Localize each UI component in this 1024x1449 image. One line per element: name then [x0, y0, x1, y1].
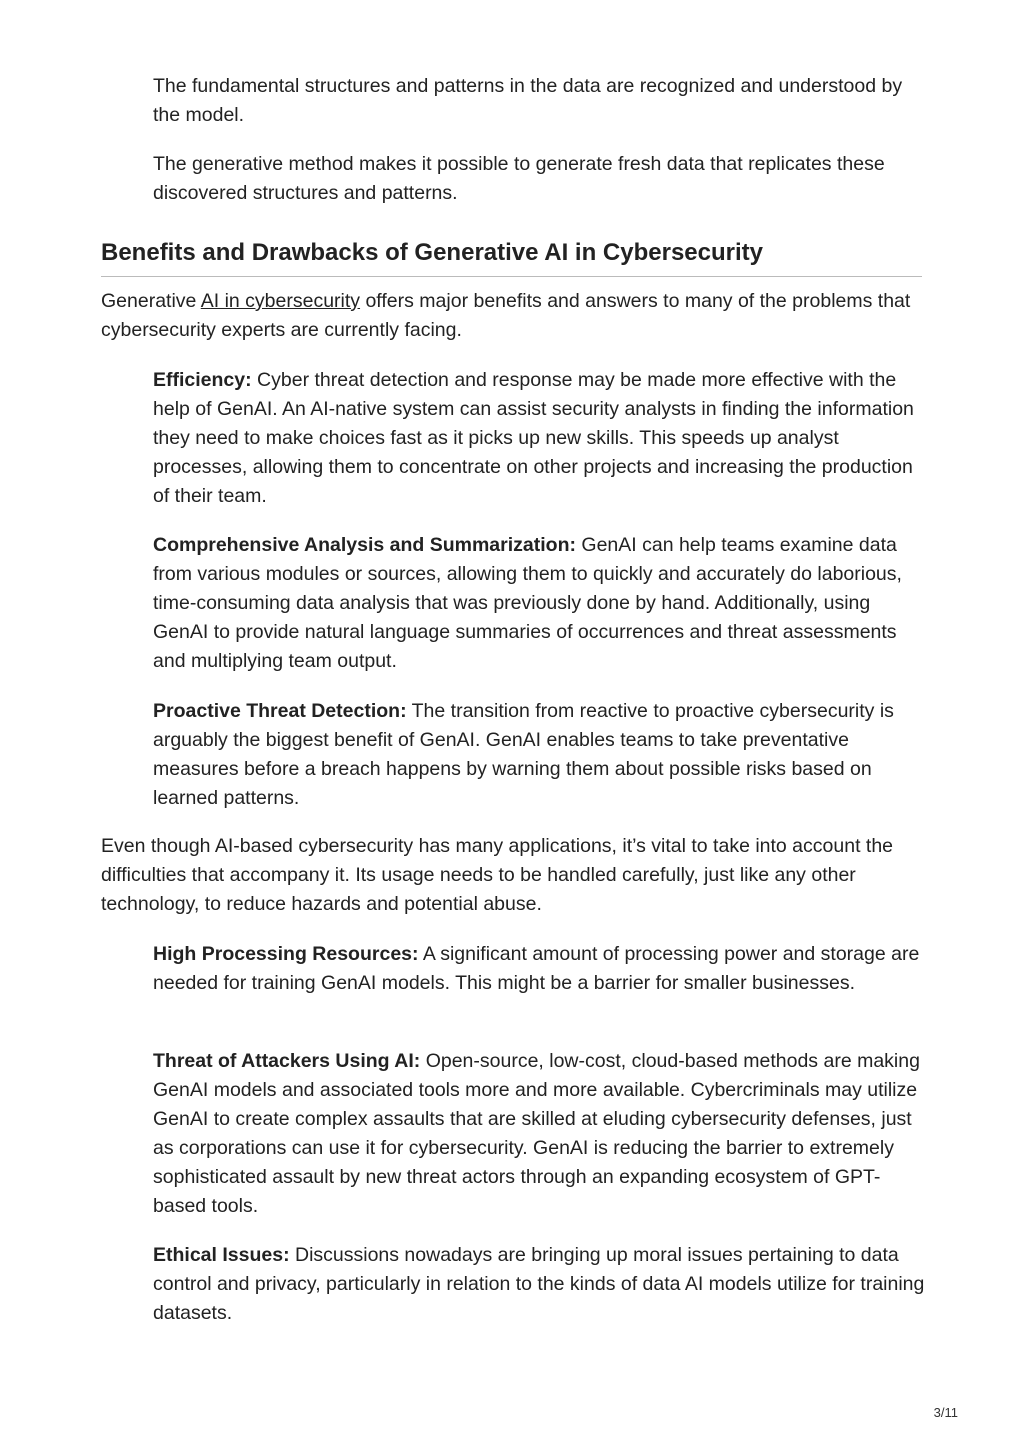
drawback-item-resources: [153, 940, 925, 998]
section-heading-block: [101, 238, 923, 268]
section-heading: Benefits and Drawbacks of Generative AI in Cybersecurity: [101, 239, 764, 266]
lead-paragraph: [101, 287, 923, 345]
ai-in-cybersecurity-link[interactable]: AI in cybersecurity: [200, 290, 361, 312]
drawback-item-ethical: [153, 1241, 925, 1328]
heading-divider: [101, 276, 922, 277]
intro-text-1: The fundamental structures and patterns in the data are recognized and understood by the model.: [153, 75, 903, 126]
benefit-item-analysis: [153, 531, 925, 676]
lead-text-before: Generative: [101, 290, 201, 312]
intro-paragraph-2: [153, 150, 925, 208]
benefit-paragraph: [153, 697, 925, 813]
transition-text: Even though AI-based cybersecurity has many applications, it’s vital to take into account the difficulties that accompany it. Its usage needs to be handled carefully, just like any other technology, to reduce hazards and potential abuse.: [101, 835, 894, 915]
benefit-title: Efficiency:: [153, 369, 252, 391]
drawback-title: Ethical Issues:: [153, 1244, 290, 1266]
benefit-item-proactive: [153, 697, 925, 813]
transition-paragraph: [101, 832, 923, 919]
benefit-item-efficiency: [153, 366, 925, 511]
lead-text-after: offers major benefits and answers to many of the problems that cybersecurity experts are currently facing.: [101, 290, 911, 341]
drawback-text: Open-source, low-cost, cloud-based methods are making GenAI models and associated tools more and more available. Cybercriminals may utilize GenAI to create complex assaults that are skilled at eluding cybersecurity defenses, just as corporations can use it for cybersecurity. GenAI is reducing the barrier to extremely sophisticated assault by new threat actors through an expanding ecosystem of GPT-based tools.: [153, 1050, 920, 1217]
benefit-paragraph: [153, 531, 925, 676]
drawback-paragraph: [153, 1241, 925, 1328]
lead-text: [101, 287, 923, 345]
drawback-paragraph: [153, 940, 925, 998]
intro-text-2: The generative method makes it possible to generate fresh data that replicates these discovered structures and patterns.: [153, 153, 885, 204]
benefit-text: GenAI can help teams examine data from various modules or sources, allowing them to quickly and accurately do laborious, time-consuming data analysis that was previously done by hand. Additionally, using GenAI to provide natural language summaries of occurrences and threat assessments and multiplying team output.: [153, 534, 902, 672]
benefit-title: Comprehensive Analysis and Summarization:: [153, 534, 576, 556]
benefit-title: Proactive Threat Detection:: [153, 700, 407, 722]
page-number: 3/11: [933, 1405, 958, 1420]
benefit-paragraph: [153, 366, 925, 511]
drawback-text: A significant amount of processing power and storage are needed for training GenAI models. This might be a barrier for smaller businesses.: [153, 943, 920, 994]
drawback-item-attackers: [153, 1047, 925, 1221]
drawback-paragraph: [153, 1047, 925, 1221]
intro-paragraph-1: [153, 72, 925, 130]
benefit-text: Cyber threat detection and response may be made more effective with the help of GenAI. An AI-native system can assist security analysts in finding the information they need to make choices fast as it picks up new skills. This speeds up analyst processes, allowing them to concentrate on other projects and increasing the production of their team.: [153, 369, 914, 507]
drawback-title: High Processing Resources:: [153, 943, 419, 965]
drawback-title: Threat of Attackers Using AI:: [153, 1050, 421, 1072]
benefit-text: The transition from reactive to proactive cybersecurity is arguably the biggest benefit of GenAI. GenAI enables teams to take preventative measures before a breach happens by warning them about possible risks based on learned patterns.: [153, 700, 894, 809]
drawback-text: Discussions nowadays are bringing up moral issues pertaining to data control and privacy, particularly in relation to the kinds of data AI models utilize for training datasets.: [153, 1244, 925, 1324]
